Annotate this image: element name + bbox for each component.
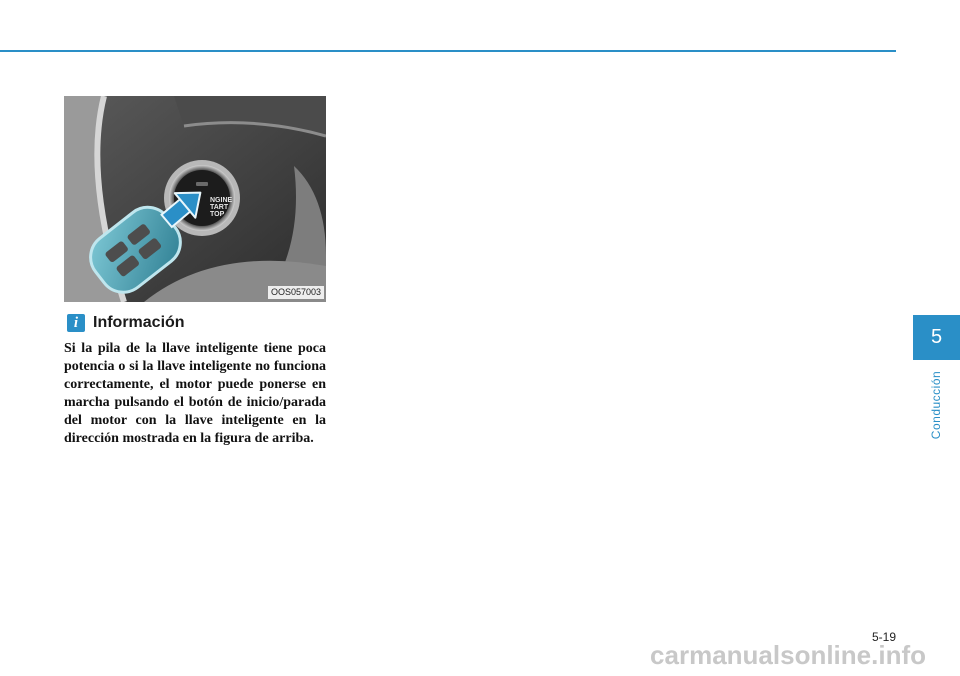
start-stop-button-illustration <box>64 96 326 302</box>
info-title: Información <box>93 314 185 331</box>
watermark: carmanualsonline.info <box>650 640 926 670</box>
illustration-graphic <box>64 96 326 302</box>
info-icon: i <box>67 314 85 332</box>
info-body-text: Si la pila de la llave inteligente tiene poca potencia o si la llave inteligente no funciona correctamente, el motor puede ponerse en marcha pulsando el botón de inicio/parada del motor con la llave inteligente en la dirección mostrada en la figura de arriba. <box>64 341 326 446</box>
chapter-number-tab: 5 <box>913 315 960 360</box>
button-label-line-3: TOP <box>210 211 225 218</box>
figure-code: OOS057003 <box>268 286 324 299</box>
button-label-line-2: TART <box>210 204 229 211</box>
button-label-line-1: NGINE <box>210 197 233 204</box>
info-heading <box>67 313 185 333</box>
page-number: 5-19 <box>871 630 896 644</box>
chapter-name: Conducción <box>929 370 943 440</box>
header-rule <box>0 50 896 52</box>
